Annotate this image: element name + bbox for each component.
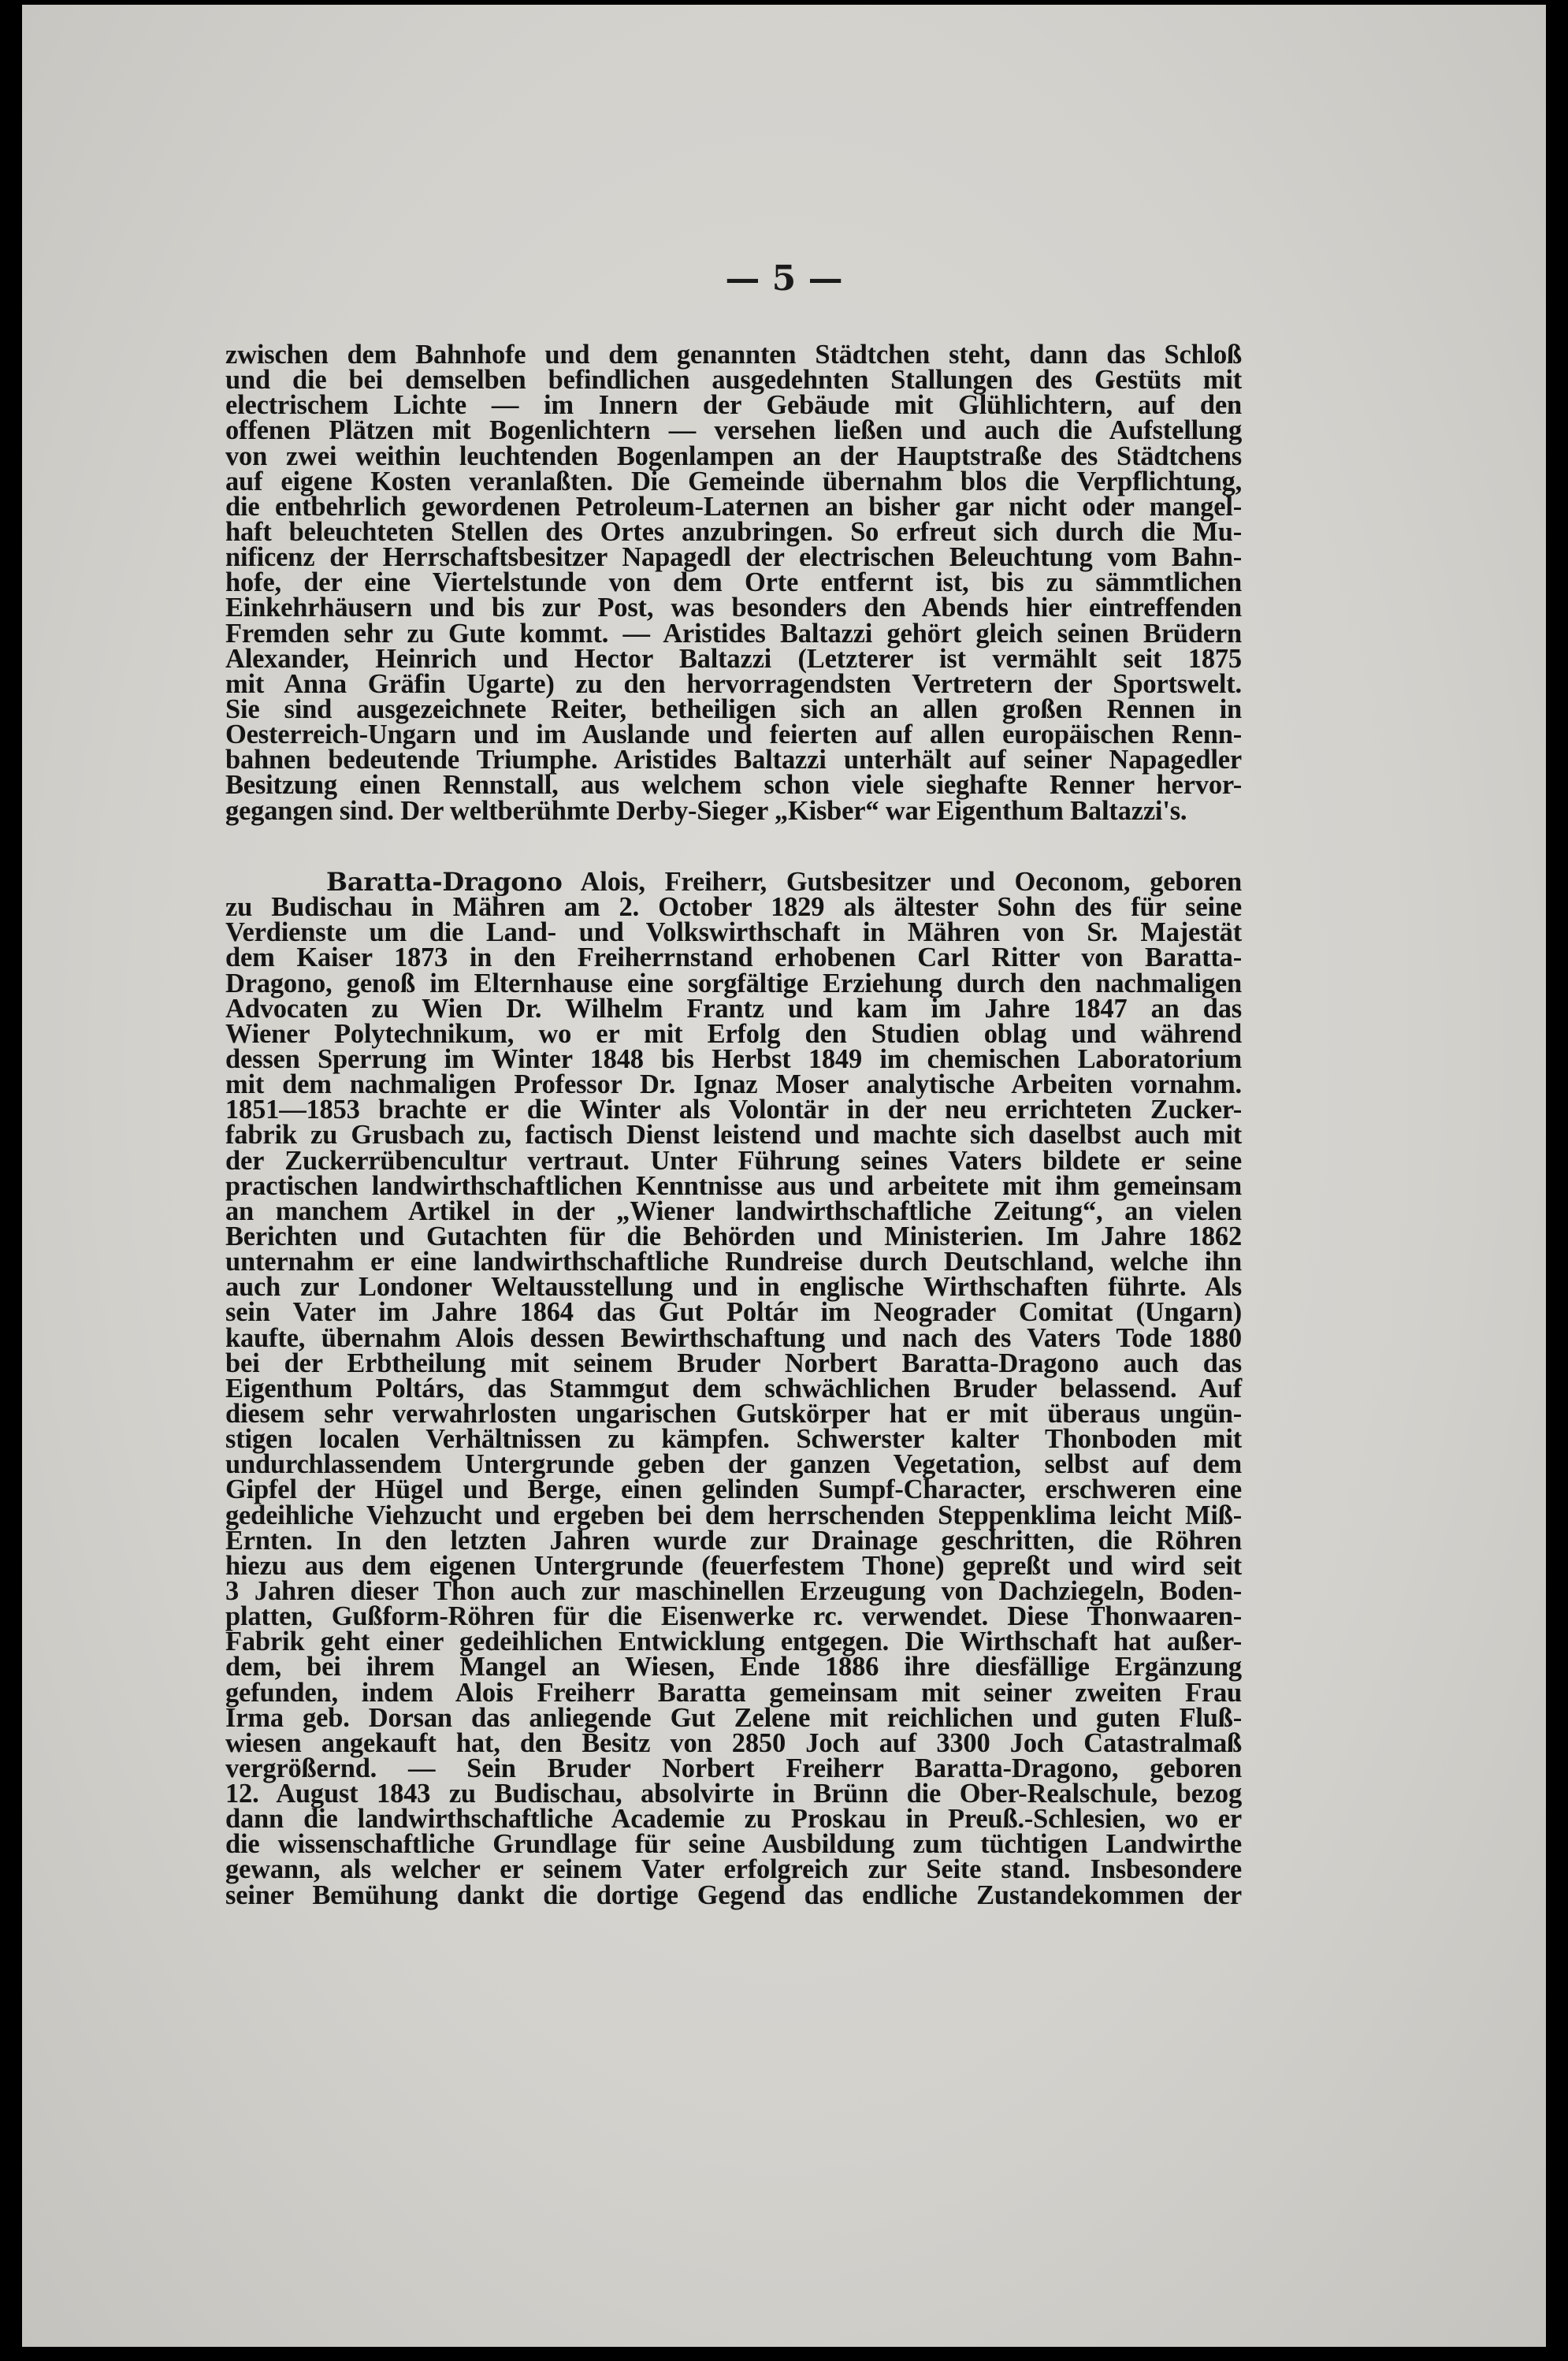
text-line: nificenz der Herrschaftsbesitzer Napagedl der electrischen Beleuchtung vom Bahn- [225,542,1242,573]
text-line: kaufte, übernahm Alois dessen Bewirthschaftung und nach des Vaters Tode 1880 [225,1322,1242,1353]
text-line: bei der Erbtheilung mit seinem Bruder Norbert Baratta-Dragono auch das [225,1348,1242,1378]
paragraph-baltazzi [225,342,1242,824]
text-line: an manchem Artikel in der „Wiener landwirthschaftliche Zeitung“, an vielen [225,1195,1242,1226]
text-line: sein Vater im Jahre 1864 das Gut Poltár im Neograder Comitat (Ungarn) [225,1297,1242,1328]
entry-heading-name: Baratta-Dragono [326,867,563,897]
text-line: 12. August 1843 zu Budischau, absolvirte in Brünn die Ober-Realschule, bezog [225,1779,1242,1809]
book-page [22,5,1546,2347]
text-line: die entbehrlich gewordenen Petroleum-Laternen an bisher gar nicht oder mangel- [225,491,1242,522]
text-line: gedeihliche Viehzucht und ergeben bei dem herrschenden Steppenklima leicht Miß- [225,1500,1242,1530]
page-number: — 5 — [725,258,843,299]
text-line: stigen localen Verhältnissen zu kämpfen. Schwerster kalter Thonboden mit [225,1424,1242,1455]
text-line: practischen landwirthschaftlichen Kenntnisse aus und arbeitete mit ihm gemeinsam [225,1170,1242,1201]
text-line: gegangen sind. Der weltberühmte Derby-Sieger „Kisber“ war Eigenthum Baltazzi's. [225,795,1187,826]
text-line: der Zuckerrübencultur vertraut. Unter Führung seines Vaters bildete er seine [225,1145,1242,1176]
text-line: bahnen bedeutende Triumphe. Aristides Baltazzi unterhält auf seiner Napagedler [225,745,1242,775]
text-line: dem Kaiser 1873 in den Freiherrnstand erhobenen Carl Ritter von Baratta- [225,943,1242,973]
text-line: hiezu aus dem eigenen Untergrunde (feuerfestem Thone) gepreßt und wird seit [225,1550,1242,1581]
text-line: vergrößernd. — Sein Bruder Norbert Freiherr Baratta-Dragono, geboren [225,1753,1242,1783]
text-line: von zwei weithin leuchtenden Bogenlampen an der Hauptstraße des Städtchens [225,441,1242,471]
text-line: auf eigene Kosten veranlaßten. Die Gemeinde übernahm blos die Verpflichtung, [225,466,1242,496]
text-line: offenen Plätzen mit Bogenlichtern — versehen ließen und auch die Aufstellung [225,415,1242,446]
text-line: Ernten. In den letzten Jahren wurde zur Drainage geschritten, die Röhren [225,1525,1242,1556]
text-line: die wissenschaftliche Grundlage für seine Ausbildung zum tüchtigen Landwirthe [225,1829,1242,1860]
text-line: Eigenthum Poltárs, das Stammgut dem schwächlichen Bruder belassend. Auf [225,1373,1242,1404]
text-line: fabrik zu Grusbach zu, factisch Dienst leistend und machte sich daselbst auch mit [225,1120,1242,1151]
text-line: Oesterreich-Ungarn und im Auslande und feierten auf allen europäischen Renn- [225,719,1242,750]
text-line: haft beleuchteten Stellen des Ortes anzubringen. So erfreut sich durch die Mu- [225,516,1242,547]
text-line: dann die landwirthschaftliche Academie zu Proskau in Preuß.-Schlesien, wo er [225,1804,1242,1835]
entry-first-line-text: Alois, Freiherr, Gutsbesitzer und Oeconom, geboren [562,867,1242,897]
text-line: unternahm er eine landwirthschaftliche Rundreise durch Deutschland, welche ihn [225,1247,1242,1277]
text-line: seiner Bemühung dankt die dortige Gegend das endliche Zustandekommen der [225,1880,1242,1910]
text-line: dem, bei ihrem Mangel an Wiesen, Ende 1886 ihre diesfällige Ergänzung [225,1652,1242,1682]
text-line: Einkehrhäusern und bis zur Post, was besonders den Abends hier eintreffenden [225,593,1242,623]
text-line: hofe, der eine Viertelstunde von dem Orte entfernt ist, bis zu sämmtlichen [225,567,1242,598]
text-line: Sie sind ausgezeichnete Reiter, betheiligen sich an allen großen Rennen in [225,693,1242,724]
text-line: Verdienste um die Land- und Volkswirthschaft in Mähren von Sr. Majestät [225,917,1242,948]
text-line: 3 Jahren dieser Thon auch zur maschinellen Erzeugung von Dachziegeln, Boden- [225,1575,1242,1606]
text-line: Fremden sehr zu Gute kommt. — Aristides Baltazzi gehört gleich seinen Brüdern [225,618,1242,649]
text-line: undurchlassendem Untergrunde geben der ganzen Vegetation, selbst auf dem [225,1449,1242,1480]
paragraph-baratta-dragono [225,869,1242,1908]
text-line: wiesen angekauft hat, den Besitz von 2850 Joch auf 3300 Joch Catastralmaß [225,1727,1242,1758]
text-line: Gipfel der Hügel und Berge, einen gelinden Sumpf-Character, erschweren eine [225,1474,1242,1505]
entry-first-line [225,867,1242,897]
text-line: diesem sehr verwahrlosten ungarischen Gutskörper hat er mit überaus ungün- [225,1398,1242,1429]
text-line: mit Anna Gräfin Ugarte) zu den hervorragendsten Vertretern der Sportswelt. [225,668,1242,699]
text-line: dessen Sperrung im Winter 1848 bis Herbst 1849 im chemischen Laboratorium [225,1043,1242,1074]
text-line: mit dem nachmaligen Professor Dr. Ignaz Moser analytische Arbeiten vornahm. [225,1069,1242,1100]
text-line: Irma geb. Dorsan das anliegende Gut Zelene mit reichlichen und guten Fluß- [225,1702,1242,1733]
text-line: Besitzung einen Rennstall, aus welchem schon viele sieghafte Renner hervor- [225,770,1242,801]
text-line: und die bei demselben befindlichen ausgedehnten Stallungen des Gestüts mit [225,365,1242,396]
text-line: gefunden, indem Alois Freiherr Baratta gemeinsam mit seiner zweiten Frau [225,1677,1242,1708]
text-line: Dragono, genoß im Elternhause eine sorgfältige Erziehung durch den nachmaligen [225,968,1242,998]
text-line: Advocaten zu Wien Dr. Wilhelm Frantz und kam im Jahre 1847 an das [225,993,1242,1024]
text-line: zwischen dem Bahnhofe und dem genannten Städtchen steht, dann das Schloß [225,340,1242,370]
text-line: Fabrik geht einer gedeihlichen Entwicklung entgegen. Die Wirthschaft hat außer- [225,1627,1242,1657]
text-line: auch zur Londoner Weltausstellung und in englische Wirthschaften führte. Als [225,1272,1242,1303]
text-line: Berichten und Gutachten für die Behörden und Ministerien. Im Jahre 1862 [225,1221,1242,1251]
text-line: gewann, als welcher er seinem Vater erfolgreich zur Seite stand. Insbesondere [225,1854,1242,1885]
text-line: zu Budischau in Mähren am 2. October 1829 als ältester Sohn des für seine [225,892,1242,923]
text-line: platten, Gußform-Röhren für die Eisenwerke rc. verwendet. Diese Thonwaaren- [225,1601,1242,1632]
text-line: electrischem Lichte — im Innern der Gebäude mit Glühlichtern, auf den [225,390,1242,421]
text-line: 1851—1853 brachte er die Winter als Volontär in der neu errichteten Zucker- [225,1095,1242,1125]
text-line: Wiener Polytechnikum, wo er mit Erfolg den Studien oblag und während [225,1018,1242,1049]
text-line: Alexander, Heinrich und Hector Baltazzi (Letzterer ist vermählt seit 1875 [225,643,1242,674]
